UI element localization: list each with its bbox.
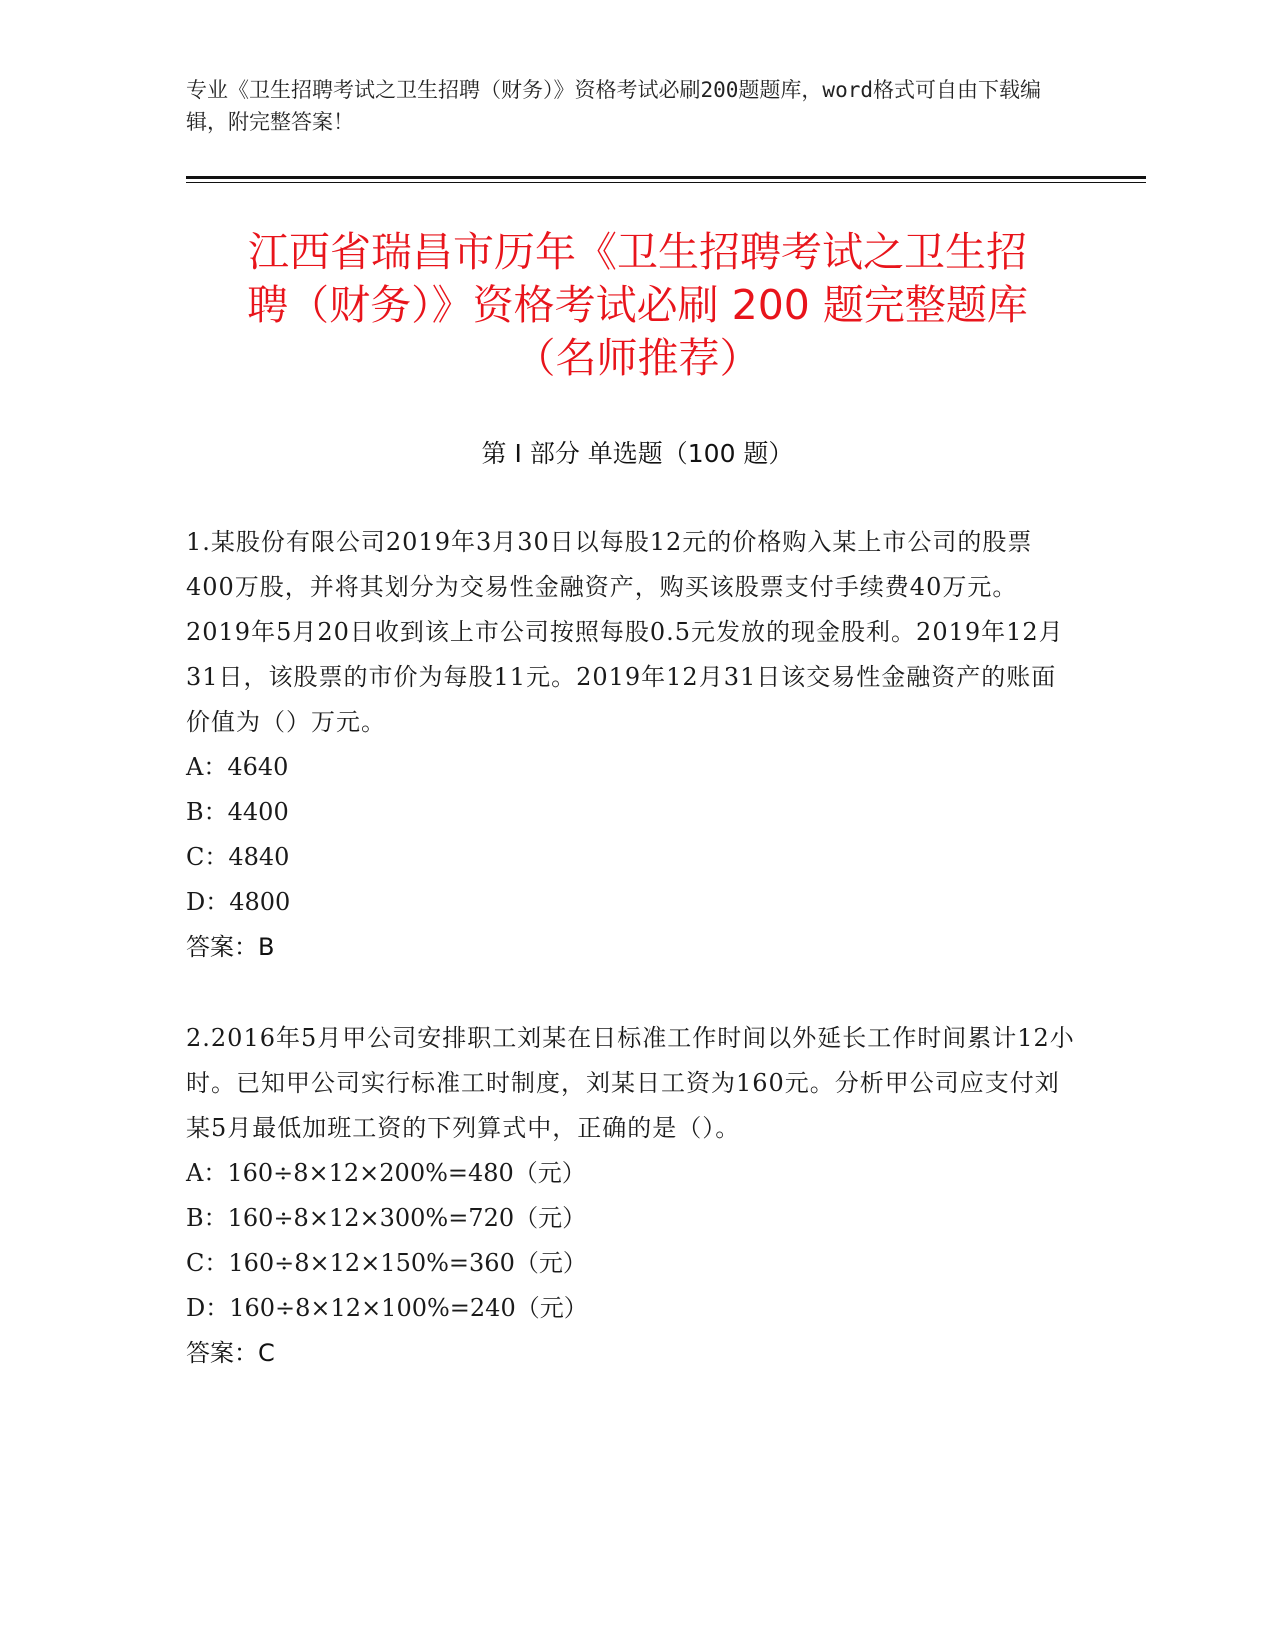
title-line-1: 江西省瑞昌市历年《卫生招聘考试之卫生招: [248, 228, 1027, 276]
option-b: B：160÷8×12×300%=720（元）: [186, 1204, 587, 1232]
option-a: A：4640: [186, 753, 289, 781]
option-d: D：4800: [186, 888, 291, 916]
option-d: D：160÷8×12×100%=240（元）: [186, 1294, 588, 1322]
question-stem: 2.2016年5月甲公司安排职工刘某在日标准工作时间以外延长工作时间累计12小时。已知甲公司实行标准工时制度，刘某日工资为160元。分析甲公司应支付刘某5月最低加班工资的下列算式中，正确的是（）。: [186, 1024, 1075, 1142]
option-c: C：4840: [186, 843, 290, 871]
option-c: C：160÷8×12×150%=360（元）: [186, 1249, 587, 1277]
document-title: [186, 226, 1089, 385]
title-line-3: （名师推荐）: [514, 334, 761, 382]
question-1: [186, 520, 1076, 970]
header-note: 专业《卫生招聘考试之卫生招聘（财务）》资格考试必刷200题题库，word格式可自由下载编辑，附完整答案！: [186, 78, 1041, 134]
option-a: A：160÷8×12×200%=480（元）: [186, 1159, 586, 1187]
question-stem: 1.某股份有限公司2019年3月30日以每股12元的价格购入某上市公司的股票400万股，并将其划分为交易性金融资产，购买该股票支付手续费40万元。2019年5月20日收到该上市公司按照每股0.5元发放的现金股利。2019年12月31日，该股票的市价为每股11元。2019年12月31日该交易性金融资产的账面价值为（）万元。: [186, 528, 1064, 736]
header-divider-thick: [186, 176, 1146, 179]
title-line-2: 聘（财务）》资格考试必刷 200 题完整题库: [247, 281, 1028, 329]
question-2: [186, 1016, 1076, 1376]
answer: 答案：B: [186, 933, 275, 961]
option-b: B：4400: [186, 798, 289, 826]
answer: 答案：C: [186, 1339, 275, 1367]
header-divider-thin: [186, 182, 1146, 183]
section-title: 第 I 部分 单选题（100 题）: [481, 439, 794, 468]
